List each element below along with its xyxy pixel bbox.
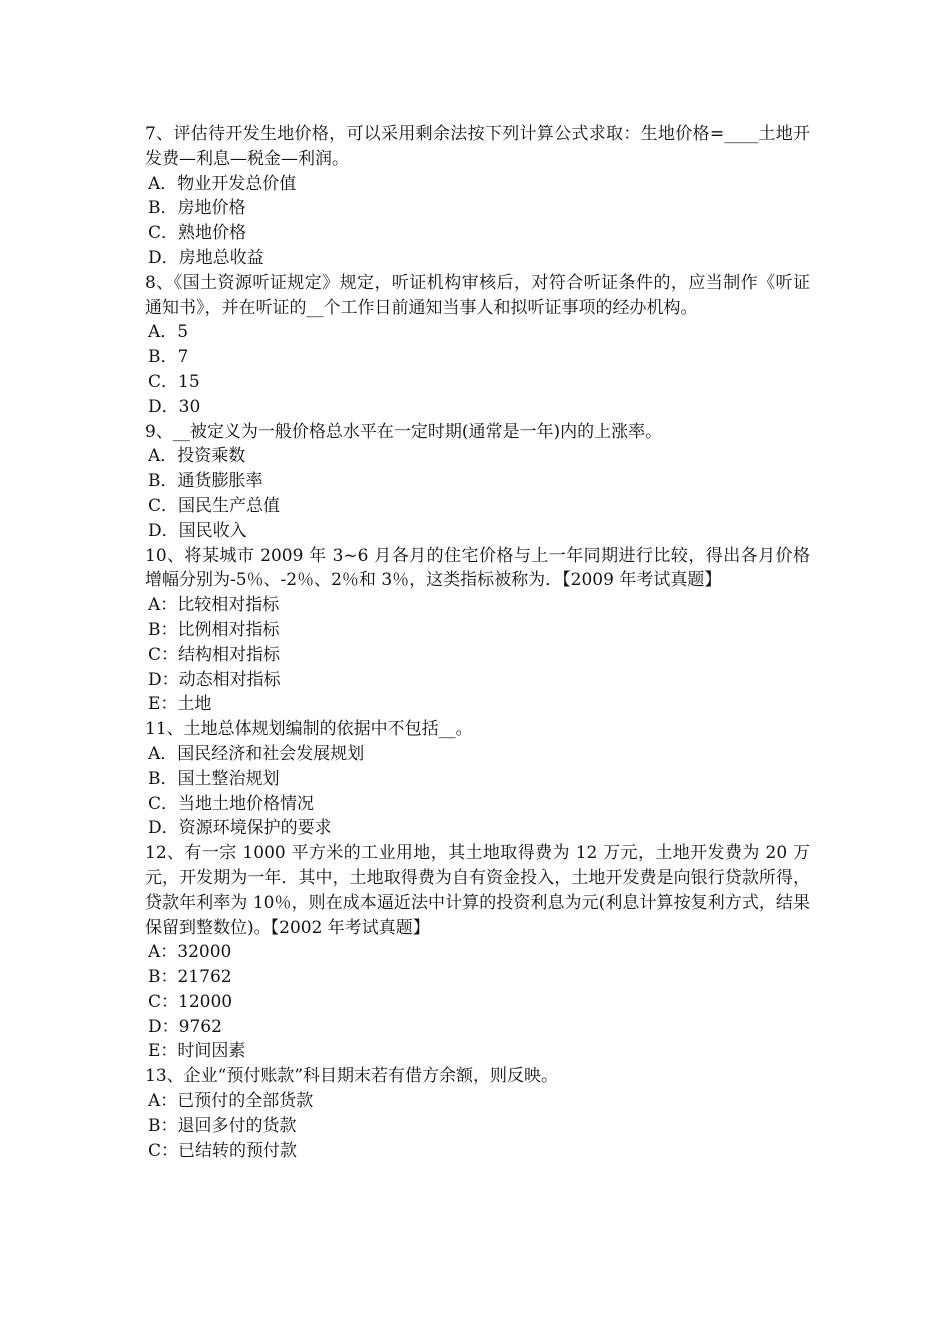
question-stem: 7、评估待开发生地价格，可以采用剩余法按下列计算公式求取：生地价格=____土地开发费—利息—税金—利润。 bbox=[145, 124, 810, 169]
document-page bbox=[145, 122, 810, 1163]
answer-option: A：比较相对指标 bbox=[148, 595, 280, 616]
answer-option: E：时间因素 bbox=[148, 1041, 246, 1062]
answer-option: C．15 bbox=[148, 371, 200, 392]
answer-option: C．国民生产总值 bbox=[148, 495, 281, 516]
answer-option: C：12000 bbox=[148, 991, 233, 1012]
answer-option: D．房地总收益 bbox=[148, 247, 264, 268]
question-stem: 10、将某城市 2009 年 3~6 月各月的住宅价格与上一年同期进行比较，得出各月价格增幅分别为-5％、-2％、2％和 3％，这类指标被称为．【2009 年考试真题】 bbox=[145, 545, 810, 591]
answer-option: A．投资乘数 bbox=[148, 446, 246, 467]
answer-option: C．当地土地价格情况 bbox=[148, 793, 315, 814]
answer-option: D．国民收入 bbox=[148, 520, 247, 541]
answer-option: E：土地 bbox=[148, 694, 212, 715]
answer-option: B．房地价格 bbox=[148, 198, 246, 219]
question-block bbox=[145, 420, 810, 544]
answer-option: C．熟地价格 bbox=[148, 223, 247, 244]
answer-option: D．资源环境保护的要求 bbox=[148, 818, 332, 839]
answer-option: B：比例相对指标 bbox=[148, 619, 280, 640]
question-stem: 12、有一宗 1000 平方米的工业用地，其土地取得费为 12 万元，土地开发费为 20 万元，开发期为一年．其中，土地取得费为自有资金投入，土地开发费是向银行贷款所得，贷款年利率为 10％，则在成本逼近法中计算的投资利息为元(利息计算按复利方式，结果保留到整数位)。【2002 年考试真题】 bbox=[145, 843, 810, 938]
answer-option: C：结构相对指标 bbox=[148, 644, 281, 665]
question-block bbox=[145, 717, 810, 841]
answer-option: A：已预付的全部货款 bbox=[148, 1091, 314, 1112]
answer-option: B．国土整治规划 bbox=[148, 768, 280, 789]
answer-option: D：9762 bbox=[148, 1016, 222, 1037]
answer-option: A．物业开发总价值 bbox=[148, 173, 297, 194]
answer-option: B：21762 bbox=[148, 967, 232, 988]
answer-option: D：动态相对指标 bbox=[148, 669, 281, 690]
answer-option: B：退回多付的货款 bbox=[148, 1115, 297, 1136]
answer-option: B．7 bbox=[148, 347, 189, 368]
question-block bbox=[145, 122, 810, 271]
question-stem: 9、__被定义为一般价格总水平在一定时期(通常是一年)内的上涨率。 bbox=[145, 421, 663, 442]
answer-option: C：已结转的预付款 bbox=[148, 1140, 298, 1161]
question-stem: 8、《国土资源听证规定》规定，听证机构审核后，对符合听证条件的，应当制作《听证通知书》，并在听证的__个工作日前通知当事人和拟听证事项的经办机构。 bbox=[145, 272, 810, 318]
question-block bbox=[145, 271, 810, 420]
answer-option: B．通货膨胀率 bbox=[148, 471, 263, 492]
question-block bbox=[145, 1064, 810, 1163]
question-block bbox=[145, 841, 810, 1064]
question-stem: 13、企业“预付账款”科目期末若有借方余额，则反映。 bbox=[145, 1066, 559, 1087]
answer-option: A：32000 bbox=[148, 942, 232, 963]
answer-option: D．30 bbox=[148, 396, 201, 417]
answer-option: A．国民经济和社会发展规划 bbox=[148, 743, 365, 764]
question-block bbox=[145, 544, 810, 718]
answer-option: A．5 bbox=[148, 322, 189, 343]
question-stem: 11、土地总体规划编制的依据中不包括__。 bbox=[145, 719, 473, 740]
